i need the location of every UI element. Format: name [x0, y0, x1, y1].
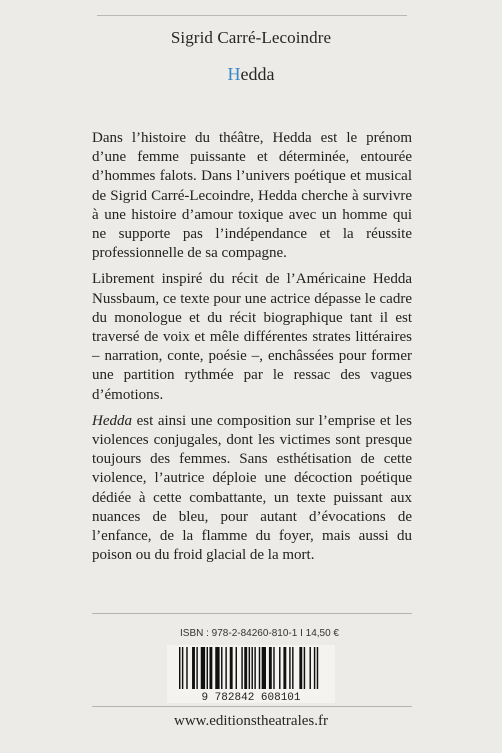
barcode-bar	[273, 647, 274, 689]
top-divider	[97, 15, 407, 16]
barcode-bar	[310, 647, 311, 689]
barcode-bar	[244, 647, 247, 689]
barcode-bar	[182, 647, 183, 689]
barcode-bar	[283, 647, 286, 689]
barcode-bar	[186, 647, 187, 689]
barcode-bar	[317, 647, 318, 689]
separator-line	[92, 613, 412, 614]
barcode-bar	[241, 647, 242, 689]
barcode-bar	[192, 647, 195, 689]
barcode-bar	[252, 647, 253, 689]
barcode-bar	[292, 647, 293, 689]
barcode-bar	[289, 647, 290, 689]
book-title	[0, 64, 502, 85]
blurb-text: Dans l’histoire du théâtre, Hedda est le prénom d’une femme puissante et déterminée, entourée d’hommes falots. Dans l’univers poétique et musical de Sigrid Carré-Lecoindre, Hedda cherche à survivre à une histoire d’amour toxique avec un homme qui ne supporte pas l’indépendance et la réussite professionnelle de sa compagne.	[92, 130, 412, 262]
author-name: Sigrid Carré-Lecoindre	[170, 28, 332, 47]
barcode-bar	[230, 647, 233, 689]
blurb-paragraph	[92, 412, 412, 566]
separator-line-bottom	[92, 706, 412, 707]
title-rest: edda	[240, 64, 275, 84]
blurb-emphasis: Hedda	[92, 412, 132, 429]
publisher-website: www.editionstheatrales.fr	[174, 713, 328, 729]
blurb-text: Librement inspiré du récit de l’Américaine Hedda Nussbaum, ce texte pour une actrice dépasse le cadre du monologue et du récit biographique tant il est traversé de voix et mêle différentes strates littéraires – narration, conte, poésie –, enchâssées pour former une partition rythmée par le ressac des vagues d’émotions.	[92, 271, 412, 403]
barcode-bar	[304, 647, 305, 689]
barcode-bar	[259, 647, 260, 689]
barcode-bar	[249, 647, 250, 689]
barcode-bar	[314, 647, 315, 689]
barcode-bar	[179, 647, 180, 689]
blurb-text: est ainsi une composition sur l’emprise et les violences conjugales, dont les victimes sont presque toujours des femmes. Sans esthétisation de cette violence, l’autrice déploie une décoction poétique dédiée à cette combattante, un texte puissant aux nuances de bleu, pour autant d’évocations de l’enfance, de la flamme du foyer, mais aussi du poison ou du froid glacial de la mort.	[92, 412, 412, 564]
barcode-bar	[279, 647, 280, 689]
barcode-bar	[262, 647, 266, 689]
barcode-bar	[269, 647, 272, 689]
barcode-bar	[254, 647, 255, 689]
barcode	[167, 645, 335, 703]
blurb-paragraph	[92, 129, 412, 263]
barcode-bar	[299, 647, 302, 689]
barcode-bar	[221, 647, 222, 689]
title-initial: H	[227, 64, 241, 84]
blurb-paragraph	[92, 270, 412, 404]
barcode-bar	[207, 647, 208, 689]
isbn-price: ISBN : 978-2-84260-810-1 I 14,50 €	[180, 628, 339, 639]
barcode-bar	[196, 647, 197, 689]
back-cover-blurb	[92, 129, 412, 572]
barcode-bar	[225, 647, 226, 689]
barcode-bar	[215, 647, 219, 689]
barcode-bar	[201, 647, 205, 689]
barcode-graphic	[167, 645, 335, 703]
barcode-digits: 9 782842 608101	[201, 692, 301, 703]
barcode-bar	[209, 647, 212, 689]
barcode-bar	[236, 647, 237, 689]
